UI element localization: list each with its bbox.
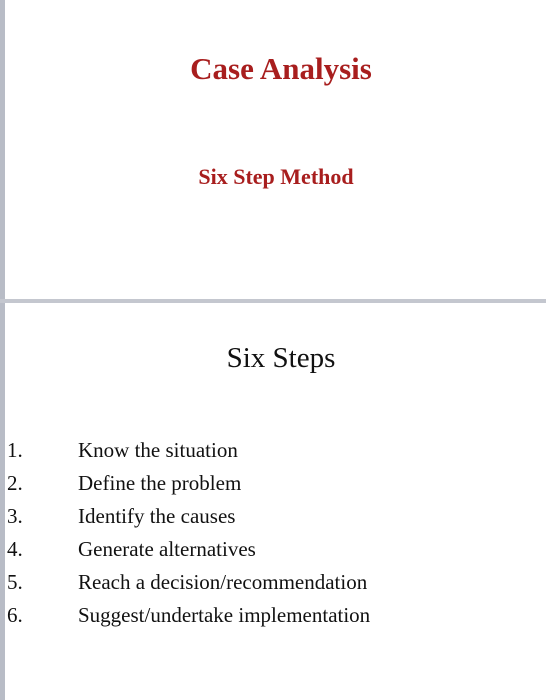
step-number: 4. [7, 537, 23, 561]
step-number: 2. [7, 471, 23, 495]
step-text: Define the problem [78, 471, 242, 495]
step-number: 6. [7, 603, 23, 627]
slide-title-six-steps: Six Steps [226, 342, 336, 374]
step-text: Suggest/undertake implementation [78, 603, 371, 627]
step-number: 3. [7, 504, 23, 528]
step-number: 1. [7, 438, 23, 462]
step-text: Identify the causes [78, 504, 236, 528]
slide-subtitle: Six Step Method [198, 164, 354, 189]
slide-divider [0, 299, 546, 303]
slide-title: Case Analysis [190, 51, 372, 86]
step-text: Generate alternatives [78, 537, 256, 561]
step-number: 5. [7, 570, 23, 594]
step-text: Know the situation [78, 438, 238, 462]
step-text: Reach a decision/recommendation [78, 570, 368, 594]
